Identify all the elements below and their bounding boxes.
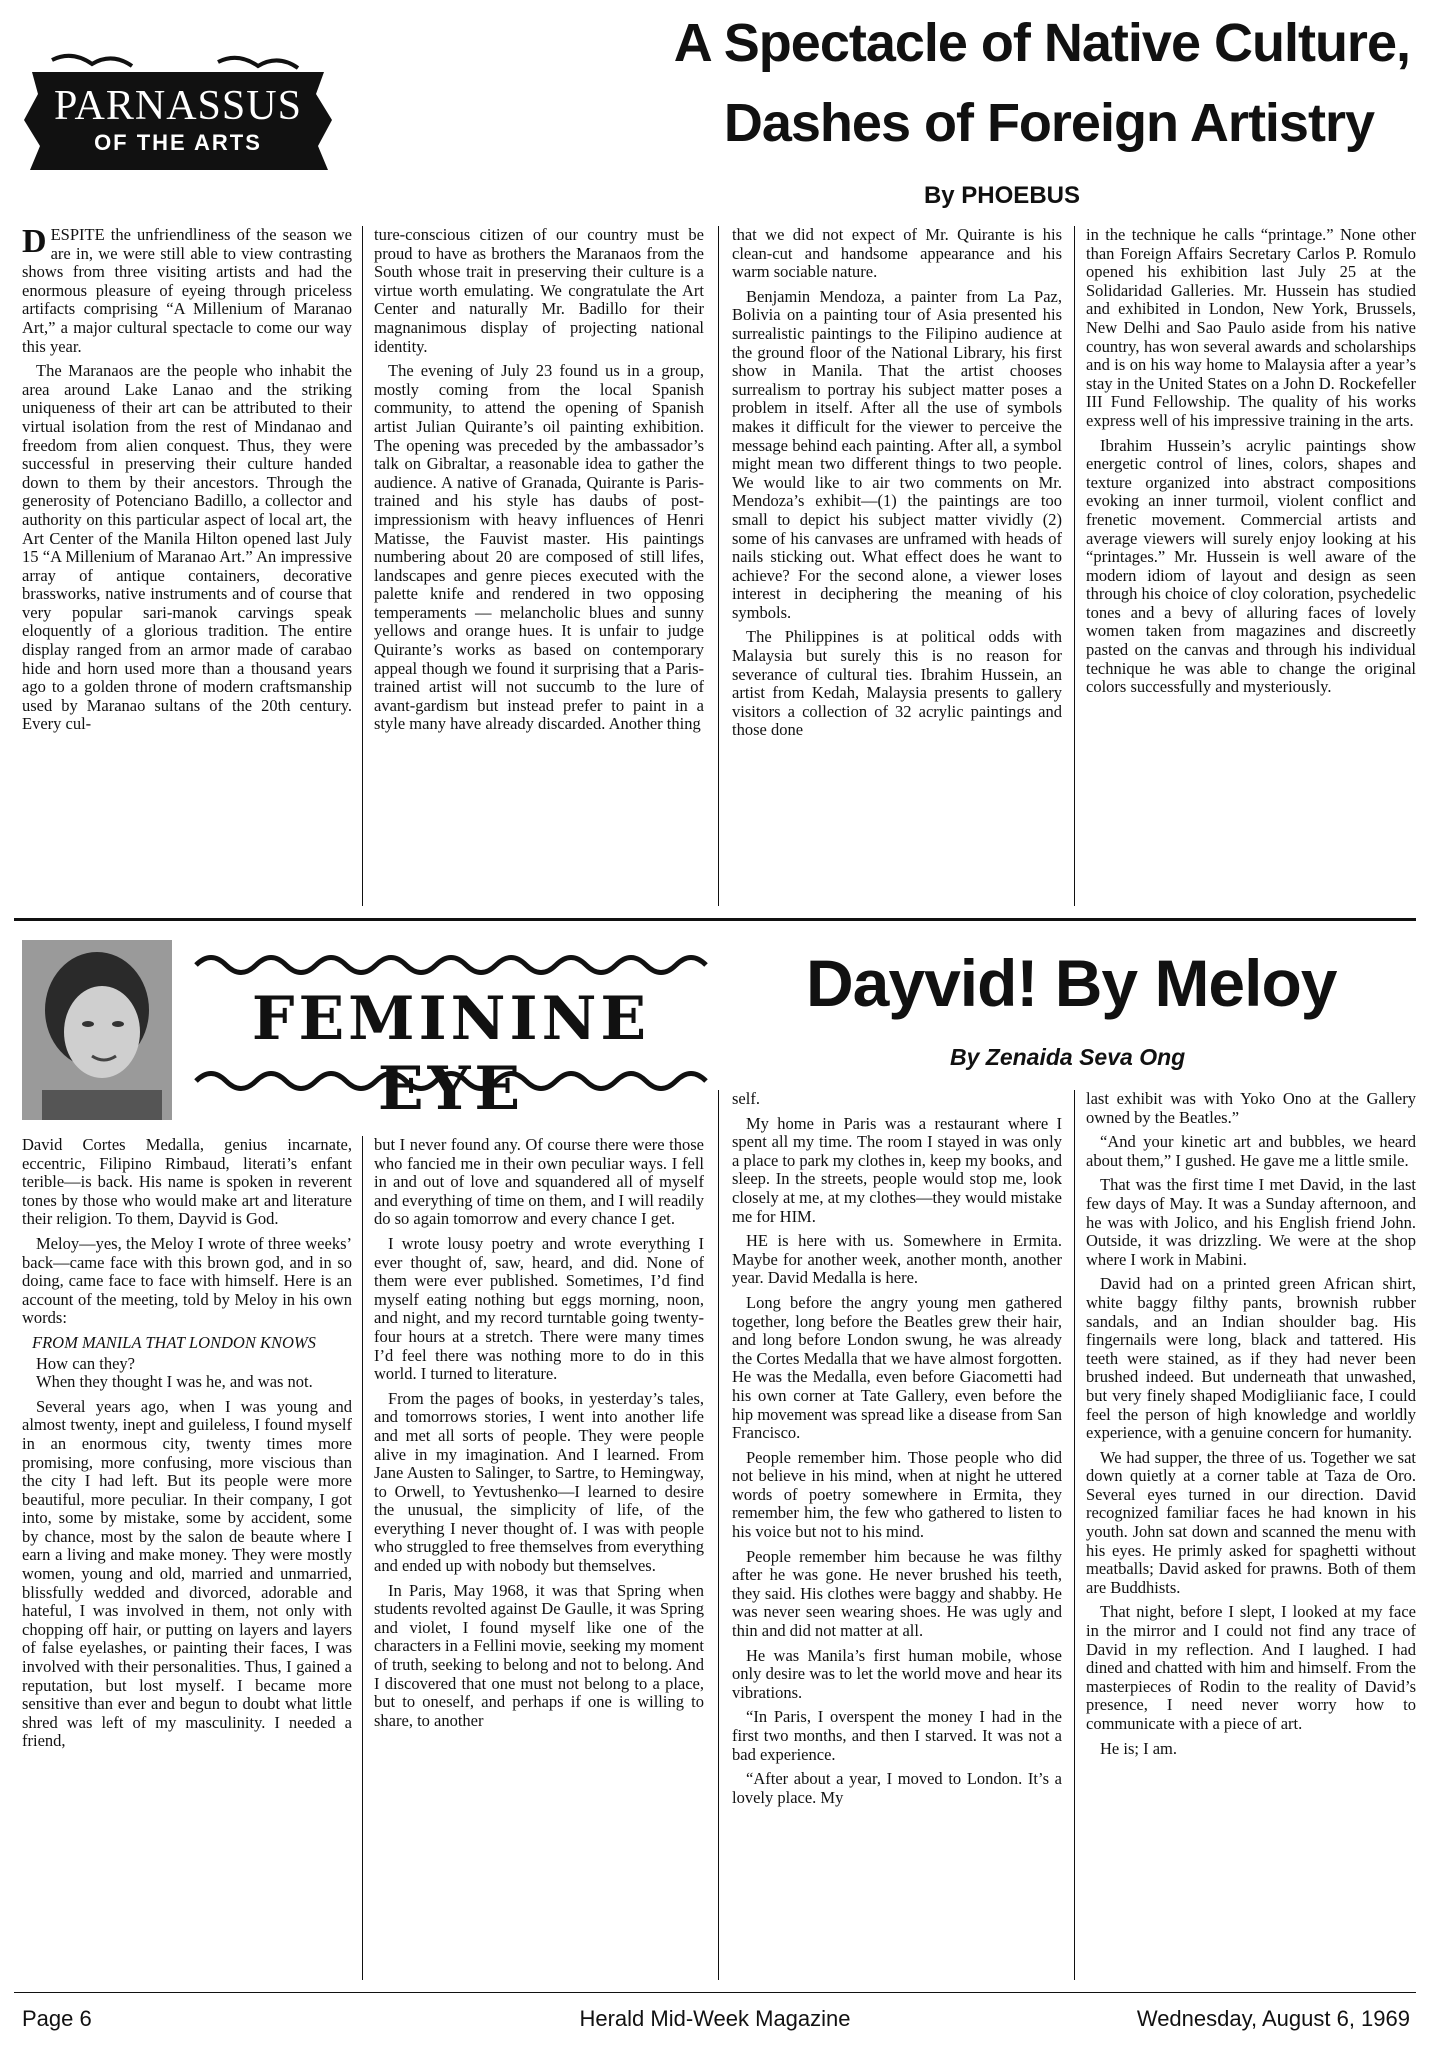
article2-column-2 xyxy=(374,1136,704,1980)
article2-paragraph: Several years ago, when I was young and almost twenty, inept and guileless, I found myself in an enormous city, twenty times more promising, more confusing, more viscious than the city I had left. But its people were more beautiful, more peculiar. In their company, I got into, some by mistake, some by accident, some by chance, most by the salon de beaute where I earn a living and make money. They were mostly women, young and old, married and unmarried, blissfully wedded and divorced, adorable and hateful, I was involved in them, not only with chopping off hair, or putting on layers and layers of false eyelashes, or painting their faces, I was involved with their personalities. Thus, I gained a reputation, but lost myself. I became more sensitive than ever and begun to doubt what little shred was left of my masculinity. I needed a friend, xyxy=(22,1396,352,1751)
article2-paragraph: We had supper, the three of us. Together we sat down quietly at a corner table at Taza de Oro. Several eyes turned in our direction. David recognized familiar faces he had known in his youth. John sat down and scanned the menu with his eyes. He primly asked for spaghetti without meatballs; David asked for prawns. Both of them are Buddhists. xyxy=(1086,1447,1416,1597)
article2-paragraph: Meloy—yes, the Meloy I wrote of three weeks’ back—came face with this brown god, and in so doing, came face to face with himself. Here is an account of the meeting, told by Meloy in his own words: xyxy=(22,1233,352,1328)
column-rule xyxy=(362,1136,363,1980)
column-rule xyxy=(1074,1090,1075,1980)
article1-paragraph: in the technique he calls “printage.” None other than Foreign Affairs Secretary Carlos P. Romulo opened his exhibition last July 25 at the Solidaridad Galleries. Mr. Hussein has studied and exhibited in London, New York, Brussels, New Delhi and Sao Paulo aside from his native country, has won several awards and scholarships and is on his way home to Malaysia after a year’s stay in the United States on a John D. Rockefeller III Fund Fellowship. The quality of his works express well of his impressive training in the arts. xyxy=(1086,226,1416,430)
feminine-eye-title: FEMININE EYE xyxy=(251,984,651,1124)
article2-paragraph: People remember him because he was filthy after he was gone. He never brushed his teeth, they said. His clothes were baggy and shabby. He was never seen wearing shoes. He was ugly and thin and did not matter at all. xyxy=(732,1546,1062,1641)
column-rule xyxy=(362,226,363,906)
column-rule xyxy=(718,1090,719,1980)
dropcap-word: ESPITE xyxy=(50,226,111,244)
article2-headline: Dayvid! By Meloy xyxy=(806,946,1337,1020)
article2-paragraph: In Paris, May 1968, it was that Spring when students revolted against De Gaulle, it was Spring and violet, I found myself like one of the characters in a Fellini movie, seeking my moment of truth, seeking to belong and not to belong. And I discovered that one must not belong to a place, but to oneself, and perhaps if one is willing to share, to another xyxy=(374,1580,704,1730)
article2-byline: By Zenaida Seva Ong xyxy=(950,1044,1186,1070)
columnist-photo xyxy=(22,940,172,1120)
dropcap: D xyxy=(22,226,47,260)
portrait-image xyxy=(22,940,172,1120)
article2-column-3 xyxy=(732,1090,1062,1980)
article1-column-4 xyxy=(1086,226,1416,906)
article1-paragraph: The Maranaos are the people who inhabit the area around Lake Lanao and the striking uniqueness of their art can be attributed to their virtual isolation from the rest of Mindanao and freedom from alien conquest. Thus, they were successful in preserving their culture handed down to them by their ancestors. Through the generosity of Potenciano Badillo, a collector and authority on this particular aspect of local art, the Art Center of the Manila Hilton opened last July 15 “A Millenium of Maranao Art.” An impressive array of antique containers, decorative brassworks, native instruments and of course that very popular sari-manok carvings speak eloquently of a glorious tradition. The entire display ranged from an armor made of carabao hide and horn used more than a thousand years ago to a golden throne of modern craftsmanship used by Maranao sultans of the 20th century. Every cul- xyxy=(22,361,352,734)
footer-publication: Herald Mid-Week Magazine xyxy=(579,2006,851,2031)
article2-paragraph: David had on a printed green African shirt, white baggy filthy pants, brownish rubber sandals, and an Indian shoulder bag. His fingernails were long, black and tattered. His teeth were stained, as if they had never been brushed indeed. But underneath that unwashed, but very finely shaped Modigliianic face, I could feel the person of high knowledge and worldly experience, with a genuine concern for humanity. xyxy=(1086,1274,1416,1443)
footer-page-number: Page 6 xyxy=(22,2006,92,2031)
article2-paragraph: From the pages of books, in yesterday’s tales, and tomorrows stories, I went into another life and met all sorts of people. They were people alive in my imagination. And I learned. From Jane Austen to Salinger, to Sartre, to Hemingway, to Orwell, to Yevtushenko—I learned to desire the unusual, the simplicity of life, of the everything I never thought of. I was with people who struggled to free themselves from everything and ended up with nobody but themselves. xyxy=(374,1388,704,1576)
article2-paragraph: He is; I am. xyxy=(1100,1738,1177,1758)
logo-title: PARNASSUS xyxy=(54,83,302,129)
article2-paragraph: He was Manila’s first human mobile, whose only desire was to let the world move and hear its vibrations. xyxy=(732,1645,1062,1702)
ornament-top xyxy=(186,950,716,980)
logo-subtitle: OF THE ARTS xyxy=(94,130,262,155)
column-rule xyxy=(1074,226,1075,906)
section-divider xyxy=(14,918,1416,921)
article1-column-1 xyxy=(22,226,352,906)
article1-byline: By PHOEBUS xyxy=(923,182,1080,209)
article2-paragraph: last exhibit was with Yoko Ono at the Gallery owned by the Beatles.” xyxy=(1086,1090,1416,1127)
article1-paragraph: Ibrahim Hussein’s acrylic paintings show energetic control of lines, colors, shapes and texture organized into abstract compositions evoking an inner turmoil, violent conflict and frenetic movement. Commercial artists and average viewers will surely enjoy looking at his “printages.” Mr. Hussein is well aware of the modern idiom of layout and design as seen through his choice of cloy coloration, psychedelic tones and a bevy of alluring faces of lovely women taken from magazines and discreetly pasted on the canvas and through his individual technique he was able to change the original colors successfully and mysteriously. xyxy=(1086,435,1416,697)
article2-column-1 xyxy=(22,1136,352,1980)
article2-column-4 xyxy=(1086,1090,1416,1980)
ornament-bottom xyxy=(186,1066,716,1096)
footer-date: Wednesday, August 6, 1969 xyxy=(1136,2006,1410,2031)
article2-paragraph: That night, before I slept, I looked at my face in the mirror and I could not find any trace of David in my reflection. And I laughed. I had dined and chatted with him and himself. From the masterpieces of Rodin to the reality of David’s presence, I need never worry how to communicate with a piece of art. xyxy=(1086,1602,1416,1733)
article2-paragraph: “In Paris, I overspent the money I had in the first two months, and then I starved. It was not a bad experience. xyxy=(732,1707,1062,1764)
article2-paragraph: “After about a year, I moved to London. It’s a lovely place. My xyxy=(732,1769,1062,1807)
article2-paragraph: but I never found any. Of course there were those who fancied me in their own peculiar ways. I fell in and out of love and squandered all of myself and everything of time on them, and I will readily do so again tomorrow and every chance I get. xyxy=(374,1136,704,1229)
article1-paragraph: The evening of July 23 found us in a group, mostly coming from the local Spanish community, to attend the opening of Spanish artist Julian Quirante’s oil painting exhibition. The opening was preceded by the ambassador’s talk on Gibraltar, a reasonable idea to gather the audience. A native of Granada, Quirante is Paris-trained and his style has daubs of post-impressionism with heavy influences of Henri Matisse, the Fauvist master. His paintings numbering about 20 are composed of still lifes, landscapes and genre pieces executed with the palette knife and rendered in two opposing temperaments — melancholic blues and sunny yellows and orange hues. It is unfair to judge Quirante’s works as based on contemporary appeal though we found it surprising that a Paris-trained artist will not succumb to the lure of avant-gardism but instead prefer to paint in a style many have already discarded. Another thing xyxy=(374,361,704,734)
article2-paragraph: That was the first time I met David, in the last few days of May. It was a Sunday afternoon, and he was with Jolico, and his English friend John. Outside, it was drizzling. We were at the shop where I work in Mabini. xyxy=(1086,1175,1416,1269)
article1-paragraph: that we did not expect of Mr. Quirante is his clean-cut and handsome appearance and his warm sociable nature. xyxy=(732,226,1062,282)
article1-headline-line2: Dashes of Foreign Artistry xyxy=(723,93,1374,153)
article1-column-3 xyxy=(732,226,1062,906)
article1-paragraph: Benjamin Mendoza, a painter from La Paz, Bolivia on a painting tour of Asia presented his surrealistic paintings to the Filipino audience at the ground floor of the National Library, his first show in Manila. That the artist chooses surrealism to portray his subject matter poses a problem in itself. After all the use of symbols makes it difficult for the viewer to perceive the message behind each painting. After all, a symbol might mean two different things to two people. We would like to air two comments on Mr. Mendoza’s exhibit—(1) the paintings are too small to depict his subject matter vividly (2) some of his canvases are unframed with heads of nails sticking out. What effect does he want to achieve? For the second alone, a viewer loses interest in deciphering the meaning of his symbols. xyxy=(732,286,1062,622)
article1-paragraph xyxy=(22,226,352,356)
article2-paragraph: How can they? xyxy=(36,1353,135,1373)
article2-paragraph: People remember him. Those people who did not believe in his mind, when at night he uttered words of poetry somewhere in Ermita, they remember him, the few who gathered to listen to his voice but not to his mind. xyxy=(732,1447,1062,1542)
footer-rule xyxy=(14,1992,1416,1993)
article1-headline-line1: A Spectacle of Native Culture, xyxy=(673,13,1410,73)
article2-paragraph: HE is here with us. Somewhere in Ermita. Maybe for another week, another month, another year. David Medalla is here. xyxy=(732,1231,1062,1288)
parnassus-logo xyxy=(18,50,338,180)
article2-subhead: FROM MANILA THAT LONDON KNOWS xyxy=(32,1332,316,1352)
article1-paragraph: ture-conscious citizen of our country must be proud to have as brothers the Maranaos from the South whose trait in preserving their culture is a virtue worth emulating. We congratulate the Art Center and naturally Mr. Badillo for their magnanimous display of projecting national identity. xyxy=(374,226,704,356)
article2-paragraph: I wrote lousy poetry and wrote everything I ever thought of, saw, heard, and did. None of them were ever published. Sometimes, I’d find myself eating nothing but eggs morning, noon, and night, and my record turntable going twenty-four hours at a stretch. There were many times I’d feel there was nothing more to do in this world. I turned to literature. xyxy=(374,1233,704,1384)
article2-paragraph: “And your kinetic art and bubbles, we heard about them,” I gushed. He gave me a little smile. xyxy=(1086,1132,1416,1170)
article2-paragraph: David Cortes Medalla, genius incarnate, eccentric, Filipino Rimbaud, literati’s enfant terible—is back. His name is spoken in reverent tones by those who would make art and literature their religion. To them, Dayvid is God. xyxy=(22,1136,352,1229)
article2-paragraph: Long before the angry young men gathered together, long before the Beatles grew their hair, and long before London swung, he was already the Cortes Medalla that we have almost forgotten. He was the Medalla, even before Giacometti had his own corner at Tate Gallery, even before the hip movement was spread like a disease from San Francisco. xyxy=(732,1292,1062,1443)
feminine-eye-logo xyxy=(186,950,716,1124)
article1-column-2 xyxy=(374,226,704,906)
article2-paragraph: My home in Paris was a restaurant where I spent all my time. The room I stayed in was only a place to park my clothes in, keep my books, and sleep. In the streets, people would stop me, look closely at me, at my clothes—they would mistake me for HIM. xyxy=(732,1113,1062,1226)
article2-paragraph: self. xyxy=(732,1090,760,1108)
column-rule xyxy=(718,226,719,906)
paragraph-text: the unfriendliness of the season we are in, we were still able to view contrasting shows from three visiting artists and had the enormous pleasure of eyeing through priceless artifacts comprising “A Millenium of Maranao Art,” a major cultural spectacle to come our way this year. xyxy=(22,226,352,356)
article2-paragraph: When they thought I was he, and was not. xyxy=(36,1372,313,1392)
article1-paragraph: The Philippines is at political odds with Malaysia but surely this is no reason for severance of cultural ties. Ibrahim Hussein, an artist from Kedah, Malaysia presents to gallery visitors a collection of 32 acrylic paintings and those done xyxy=(732,627,1062,740)
